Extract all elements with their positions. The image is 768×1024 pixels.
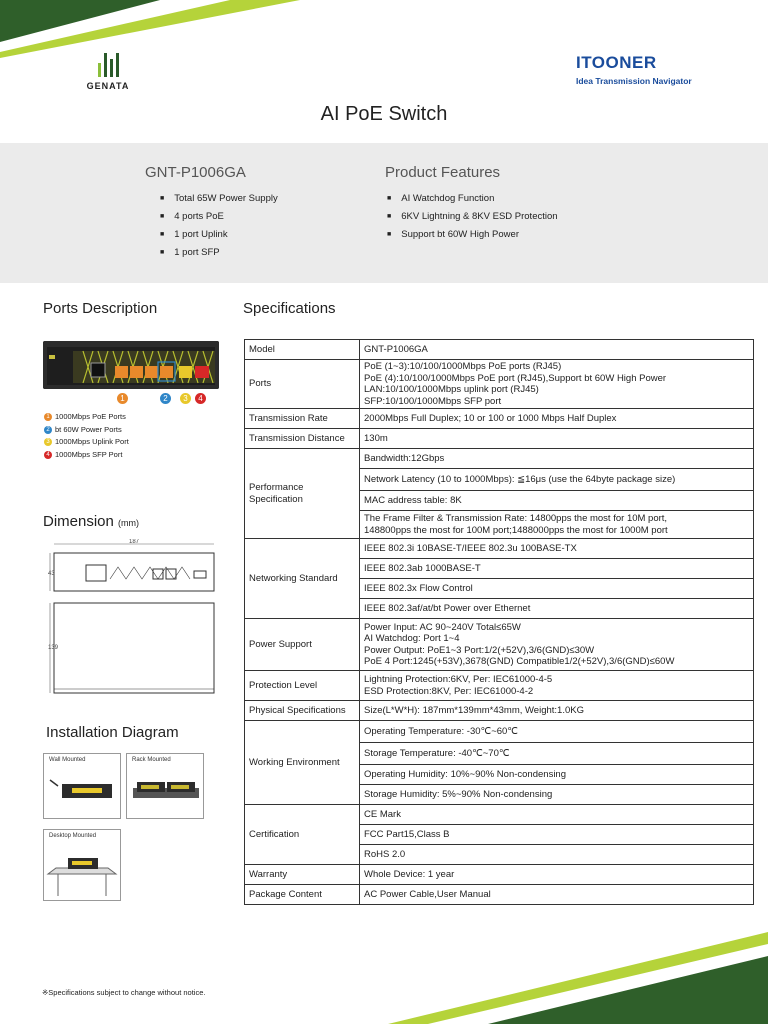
spec-value-cell: Storage Temperature: -40℃~70℃ bbox=[360, 743, 754, 765]
model-item-list bbox=[160, 190, 278, 262]
legend-dot: 3 bbox=[44, 438, 52, 446]
spec-value-cell: RoHS 2.0 bbox=[360, 845, 754, 865]
desktop-mounted-label: Desktop Mounted bbox=[49, 833, 97, 839]
legend-label: bt 60W Power Ports bbox=[55, 424, 122, 434]
table-row bbox=[245, 885, 754, 905]
spec-key-cell: Performance Specification bbox=[245, 449, 360, 539]
spec-value-cell: Operating Humidity: 10%~90% Non-condensing bbox=[360, 765, 754, 785]
installation-title: Installation Diagram bbox=[46, 724, 179, 741]
spec-value-cell: 130m bbox=[360, 429, 754, 449]
specifications-table bbox=[244, 339, 754, 905]
legend-label: 1000Mbps Uplink Port bbox=[55, 437, 129, 446]
table-row bbox=[245, 340, 754, 360]
spec-value-cell: Whole Device: 1 year bbox=[360, 865, 754, 885]
list-item: ■ Support bt 60W High Power bbox=[387, 226, 558, 244]
spec-key-cell: Physical Specifications bbox=[245, 701, 360, 721]
dimension-title bbox=[43, 513, 139, 530]
spec-value-cell: CE Mark bbox=[360, 805, 754, 825]
dimension-drawing bbox=[48, 539, 220, 709]
rack-mounted-label: Rack Mounted bbox=[132, 757, 171, 763]
corner-decoration-bottom bbox=[368, 914, 768, 1024]
ports-legend bbox=[44, 411, 129, 461]
spec-key-cell: Ports bbox=[245, 360, 360, 409]
legend-dot: 1 bbox=[44, 413, 52, 421]
dimension-depth-label: 139 bbox=[48, 645, 59, 651]
callout-2: 2 bbox=[160, 393, 171, 404]
list-item: ■ AI Watchdog Function bbox=[387, 190, 558, 208]
desktop-mounted-panel bbox=[43, 829, 121, 901]
itooner-logo-text: ITOONER bbox=[576, 53, 657, 72]
rack-mounted-panel bbox=[126, 753, 204, 819]
spec-key-cell: Networking Standard bbox=[245, 539, 360, 619]
dimension-unit: (mm) bbox=[118, 518, 140, 528]
table-row bbox=[245, 805, 754, 825]
spec-key-cell: Transmission Distance bbox=[245, 429, 360, 449]
spec-key-cell: Transmission Rate bbox=[245, 409, 360, 429]
summary-band bbox=[0, 143, 768, 283]
spec-value-cell: GNT-P1006GA bbox=[360, 340, 754, 360]
spec-key-cell: Certification bbox=[245, 805, 360, 865]
spec-value-cell: 2000Mbps Full Duplex; 10 or 100 or 1000 Mbps Half Duplex bbox=[360, 409, 754, 429]
features-heading: Product Features bbox=[385, 164, 501, 181]
spec-value-cell: Size(L*W*H): 187mm*139mm*43mm, Weight:1.0KG bbox=[360, 701, 754, 721]
spec-value-cell: Operating Temperature: -30℃~60℃ bbox=[360, 721, 754, 743]
genata-logo bbox=[78, 53, 138, 91]
spec-key-cell: Model bbox=[245, 340, 360, 360]
legend-dot: 2 bbox=[44, 426, 52, 434]
spec-value-cell: Lightning Protection:6KV, Per: IEC61000-4-5 ESD Protection:8KV, Per: IEC61000-4-2 bbox=[360, 671, 754, 701]
legend-label: 1000Mbps PoE Ports bbox=[55, 412, 126, 421]
table-row bbox=[245, 701, 754, 721]
callout-3: 3 bbox=[180, 393, 191, 404]
spec-value-cell: MAC address table: 8K bbox=[360, 491, 754, 511]
feature-list bbox=[387, 190, 558, 244]
specifications-title: Specifications bbox=[243, 300, 336, 317]
rack-mounted-image bbox=[127, 754, 203, 818]
wall-mounted-panel bbox=[43, 753, 121, 819]
dimension-height-label: 43 bbox=[48, 571, 55, 577]
table-row bbox=[245, 539, 754, 559]
list-item: ■ Total 65W Power Supply bbox=[160, 190, 278, 208]
spec-value-cell: The Frame Filter & Transmission Rate: 14800pps the most for 10M port, 148800pps the most for 100M port;1488000pps the most for 1000M port bbox=[360, 511, 754, 539]
spec-key-cell: Power Support bbox=[245, 619, 360, 671]
table-row bbox=[245, 721, 754, 743]
table-row bbox=[245, 449, 754, 469]
legend-item bbox=[44, 436, 129, 449]
genata-logo-text: GENATA bbox=[86, 81, 130, 91]
spec-value-cell: IEEE 802.3ab 1000BASE-T bbox=[360, 559, 754, 579]
spec-value-cell: Network Latency (10 to 1000Mbps): ≦16μs (use the 64byte package size) bbox=[360, 469, 754, 491]
spec-key-cell: Working Environment bbox=[245, 721, 360, 805]
model-heading: GNT-P1006GA bbox=[145, 164, 246, 181]
spec-value-cell: PoE (1~3):10/100/1000Mbps PoE ports (RJ45) PoE (4):10/100/1000Mbps PoE port (RJ45),Support bt 60W High Power LAN:10/100/1000Mbps uplink port (RJ45) SFP:10/100/1000Mbps SFP port bbox=[360, 360, 754, 409]
callout-1: 1 bbox=[117, 393, 128, 404]
spec-value-cell: FCC Part15,Class B bbox=[360, 825, 754, 845]
spec-key-cell: Protection Level bbox=[245, 671, 360, 701]
footer-note: ※Specifications subject to change without notice. bbox=[42, 988, 206, 997]
table-row bbox=[245, 409, 754, 429]
spec-key-cell: Warranty bbox=[245, 865, 360, 885]
spec-value-cell: IEEE 802.3i 10BASE-T/IEEE 802.3u 100BASE-TX bbox=[360, 539, 754, 559]
list-item: ■ 6KV Lightning & 8KV ESD Protection bbox=[387, 208, 558, 226]
switch-front-panel-image bbox=[43, 341, 219, 389]
table-row bbox=[245, 429, 754, 449]
legend-label: 1000Mbps SFP Port bbox=[55, 449, 123, 459]
ports-title: Ports Description bbox=[43, 300, 158, 317]
table-row bbox=[245, 619, 754, 671]
itooner-logo bbox=[576, 53, 706, 86]
port-callouts bbox=[117, 393, 217, 407]
spec-value-cell: IEEE 802.3x Flow Control bbox=[360, 579, 754, 599]
spec-value-cell: Bandwidth:12Gbps bbox=[360, 449, 754, 469]
page-title: AI PoE Switch bbox=[320, 103, 448, 125]
wall-mounted-image bbox=[44, 754, 120, 818]
genata-logo-icon bbox=[78, 53, 138, 77]
list-item: ■ 1 port SFP bbox=[160, 244, 278, 262]
desktop-mounted-image bbox=[44, 830, 120, 900]
legend-item bbox=[44, 411, 129, 424]
specifications-table-body bbox=[245, 340, 754, 905]
legend-item bbox=[44, 449, 129, 462]
spec-value-cell: AC Power Cable,User Manual bbox=[360, 885, 754, 905]
spec-value-cell: Power Input: AC 90~240V Total≤65W AI Watchdog: Port 1~4 Power Output: PoE1~3 Port:1/2(+52V),3/6(GND)≤30W PoE 4 Port:1245(+53V),3678(GND) Compatible1/2(+52V),3/6(GND)≤60W bbox=[360, 619, 754, 671]
spec-value-cell: Storage Humidity: 5%~90% Non-condensing bbox=[360, 785, 754, 805]
itooner-tagline: Idea Transmission Navigator bbox=[576, 76, 692, 86]
dimension-width-label: 187 bbox=[128, 539, 140, 545]
list-item: ■ 1 port Uplink bbox=[160, 226, 278, 244]
list-item: ■ 4 ports PoE bbox=[160, 208, 278, 226]
callout-4: 4 bbox=[195, 393, 206, 404]
table-row bbox=[245, 360, 754, 409]
table-row bbox=[245, 865, 754, 885]
spec-value-cell: IEEE 802.3af/at/bt Power over Ethernet bbox=[360, 599, 754, 619]
spec-key-cell: Package Content bbox=[245, 885, 360, 905]
table-row bbox=[245, 671, 754, 701]
legend-item bbox=[44, 424, 129, 437]
wall-mounted-label: Wall Mounted bbox=[49, 757, 86, 763]
corner-decoration-top bbox=[0, 0, 320, 60]
legend-dot: 4 bbox=[44, 451, 52, 459]
dimension-title-text: Dimension bbox=[43, 513, 114, 530]
